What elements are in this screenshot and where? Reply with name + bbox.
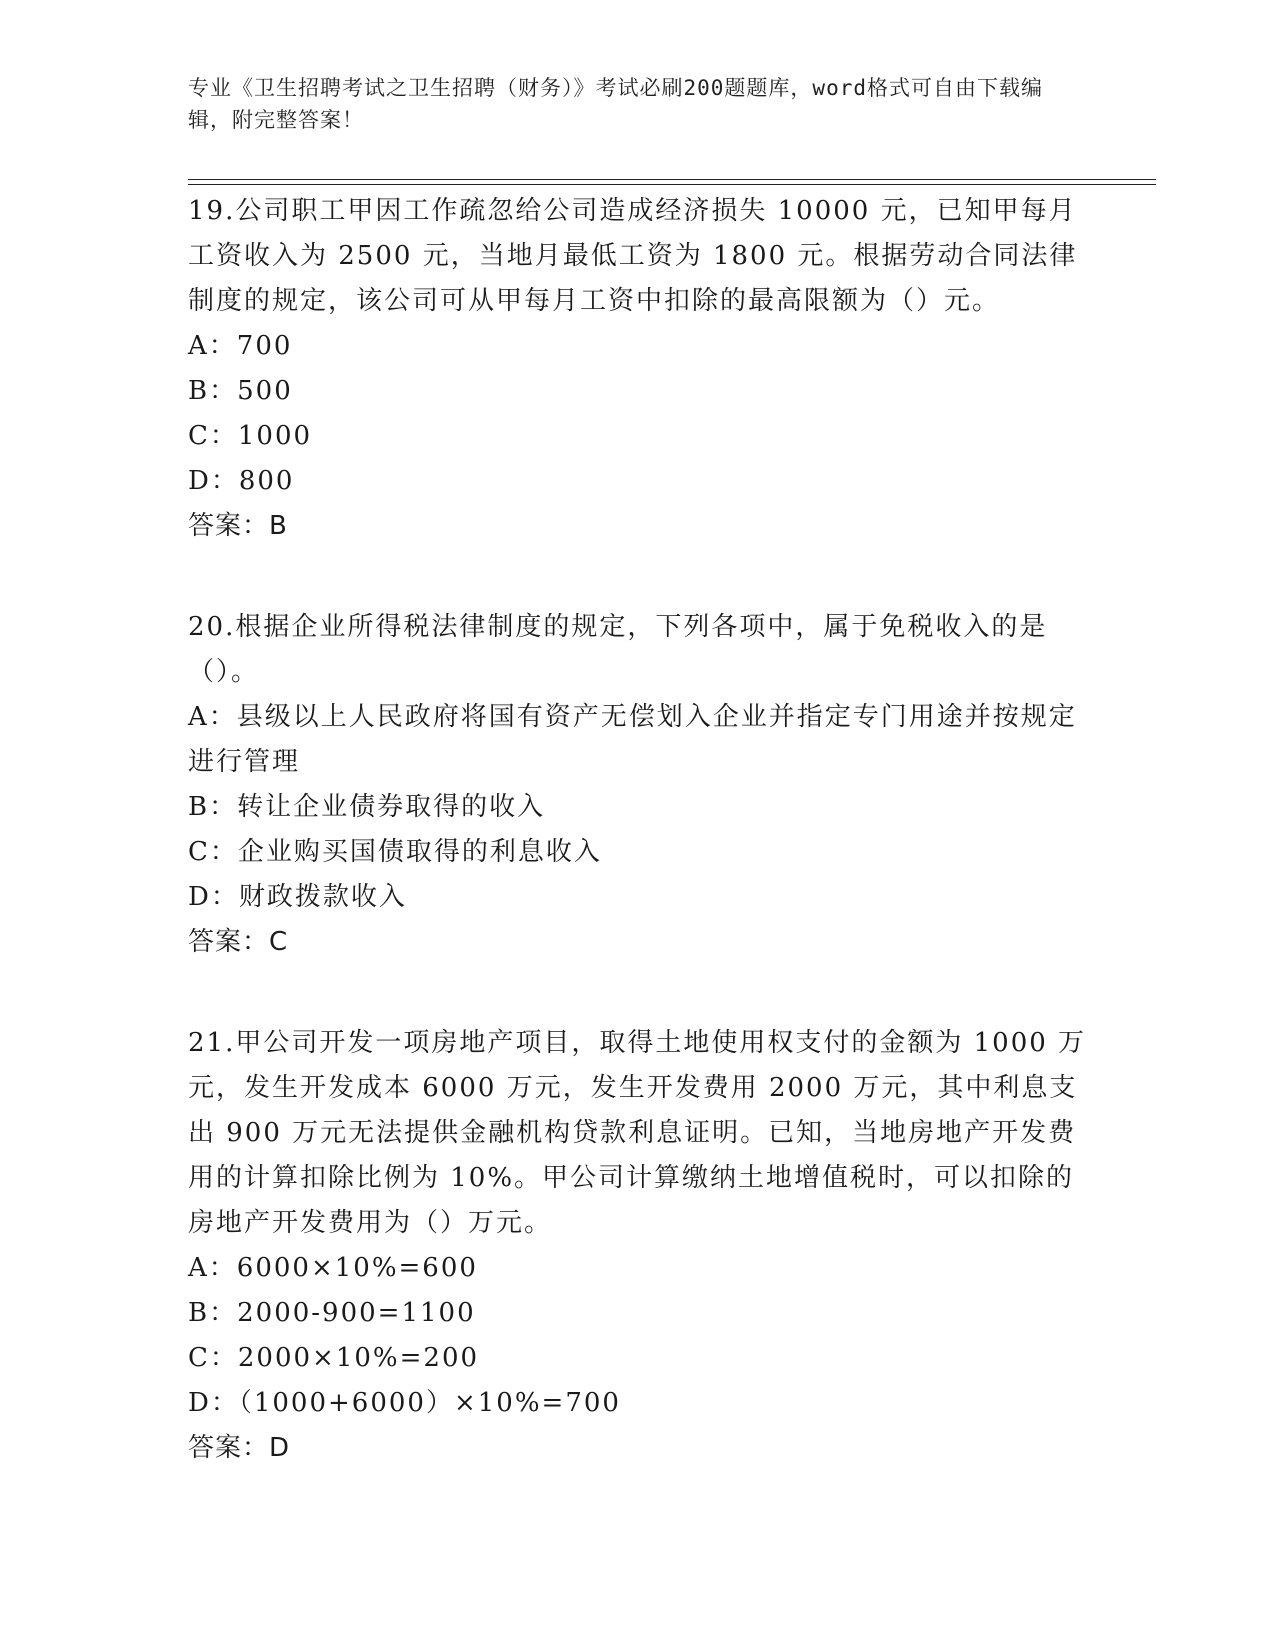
option-d: D：财政拨款收入: [188, 882, 407, 912]
question-stem: 20.根据企业所得税法律制度的规定，下列各项中，属于免税收入的是（）。: [188, 612, 1048, 687]
answer-line: 答案：D: [188, 1433, 291, 1463]
question-21: [188, 1021, 1088, 1471]
option-c: C：企业购买国债取得的利息收入: [188, 837, 602, 867]
answer-line: 答案：C: [188, 927, 289, 957]
question-list: [188, 189, 1088, 1527]
question-stem: 21.甲公司开发一项房地产项目，取得土地使用权支付的金额为 1000 万元，发生开发成本 6000 万元，发生开发费用 2000 万元，其中利息支出 900 万元无法提供金融机构贷款利息证明。已知，当地房地产开发费用的计算扣除比例为 10%。甲公司计算缴纳土地增值税时，可以扣除的房地产开发费用为（）万元。: [188, 1028, 1087, 1238]
option-b: B：转让企业债券取得的收入: [188, 792, 546, 822]
question-20: [188, 605, 1088, 965]
document-header: [188, 72, 1068, 136]
option-a: A：700: [188, 331, 293, 361]
question-stem: 19.公司职工甲因工作疏忽给公司造成经济损失 10000 元，已知甲每月工资收入为 2500 元，当地月最低工资为 1800 元。根据劳动合同法律制度的规定，该公司可从甲每月工资中扣除的最高限额为（）元。: [188, 196, 1078, 316]
option-d: D：800: [188, 466, 295, 496]
header-text: 专业《卫生招聘考试之卫生招聘（财务）》考试必刷200题题库，word格式可自由下载编辑，附完整答案！: [188, 76, 1043, 132]
answer-line: 答案：B: [188, 511, 288, 541]
header-divider-top: [188, 179, 1156, 180]
option-b: B：500: [188, 376, 293, 406]
option-a: A：6000×10%=600: [188, 1253, 478, 1283]
option-c: C：1000: [188, 421, 313, 451]
header-divider-bottom: [188, 184, 1156, 185]
option-b: B：2000-900=1100: [188, 1298, 476, 1328]
option-a: A：县级以上人民政府将国有资产无偿划入企业并指定专门用途并按规定进行管理: [188, 702, 1077, 777]
option-c: C：2000×10%=200: [188, 1343, 480, 1373]
option-d: D：（1000+6000）×10%=700: [188, 1388, 621, 1418]
question-19: [188, 189, 1088, 549]
